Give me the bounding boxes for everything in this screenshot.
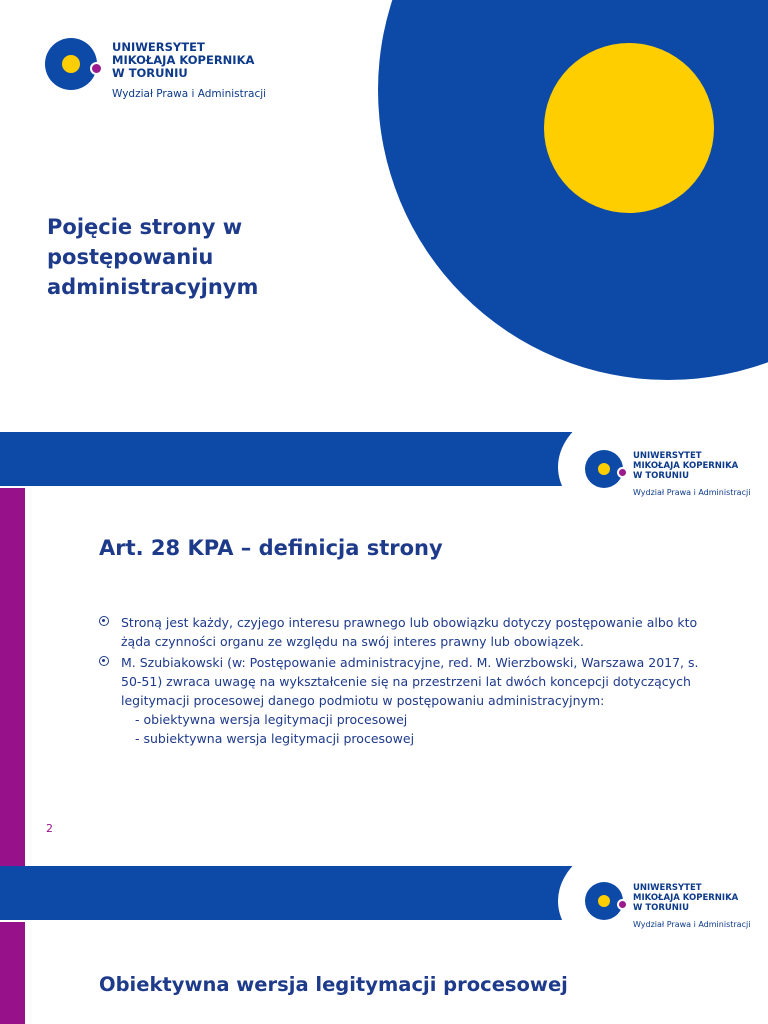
sub-list-item: - obiektywna wersja legitymacji procesowej	[135, 712, 408, 727]
slide-1	[0, 0, 768, 432]
slide-title: Art. 28 KPA – definicja strony	[99, 536, 443, 560]
slide-title: Pojęcie strony w postępowaniu administracyjnym	[47, 215, 259, 299]
logo-pink-dot-icon	[90, 62, 103, 75]
sub-list-item: - subiektywna wersja legitymacji procesowej	[135, 731, 415, 746]
logo-pink-dot-icon	[617, 899, 628, 910]
logo-faculty: Wydział Prawa i Administracji	[633, 488, 751, 497]
logo-dot-icon	[62, 55, 80, 73]
logo-name: UNIWERSYTET MIKOŁAJA KOPERNIKA W TORUNIU	[633, 451, 739, 481]
logo-faculty: Wydział Prawa i Administracji	[633, 920, 751, 929]
bullet-list	[99, 613, 719, 750]
decorative-yellow-circle	[544, 43, 714, 213]
logo-dot-icon	[598, 463, 610, 475]
logo-name: UNIWERSYTET MIKOŁAJA KOPERNIKA W TORUNIU	[112, 40, 255, 81]
logo-pink-dot-icon	[617, 467, 628, 478]
side-stripe	[0, 488, 25, 866]
page-number: 2	[46, 822, 53, 835]
logo-dot-icon	[598, 895, 610, 907]
slide-3	[0, 866, 768, 1024]
university-logo	[45, 38, 285, 108]
list-item: M. Szubiakowski (w: Postępowanie administracyjne, red. M. Wierzbowski, Warszawa 2017, s. 50-51) zwraca uwagę na wykształcenie się na przestrzeni lat dwóch koncepcji dotyczących legitymacji procesowej danego podmiotu w postępowaniu administracyjnym: - obiektywna wersja legitymacji procesowej - subiektywna wersja legitymacji procesowej	[99, 653, 719, 748]
slide-title: Obiektywna wersja legitymacji procesowej	[99, 973, 568, 996]
university-logo	[585, 882, 765, 934]
side-stripe	[0, 922, 25, 1024]
university-logo	[585, 450, 765, 502]
logo-name: UNIWERSYTET MIKOŁAJA KOPERNIKA W TORUNIU	[633, 883, 739, 913]
list-item: Stroną jest każdy, czyjego interesu prawnego lub obowiązku dotyczy postępowanie albo kto żąda czynności organu ze względu na swój interes prawny lub obowiązek.	[99, 613, 719, 651]
slide-2	[0, 432, 768, 866]
logo-faculty: Wydział Prawa i Administracji	[112, 88, 267, 100]
target-bullet-icon	[99, 656, 109, 666]
target-bullet-icon	[99, 616, 109, 626]
